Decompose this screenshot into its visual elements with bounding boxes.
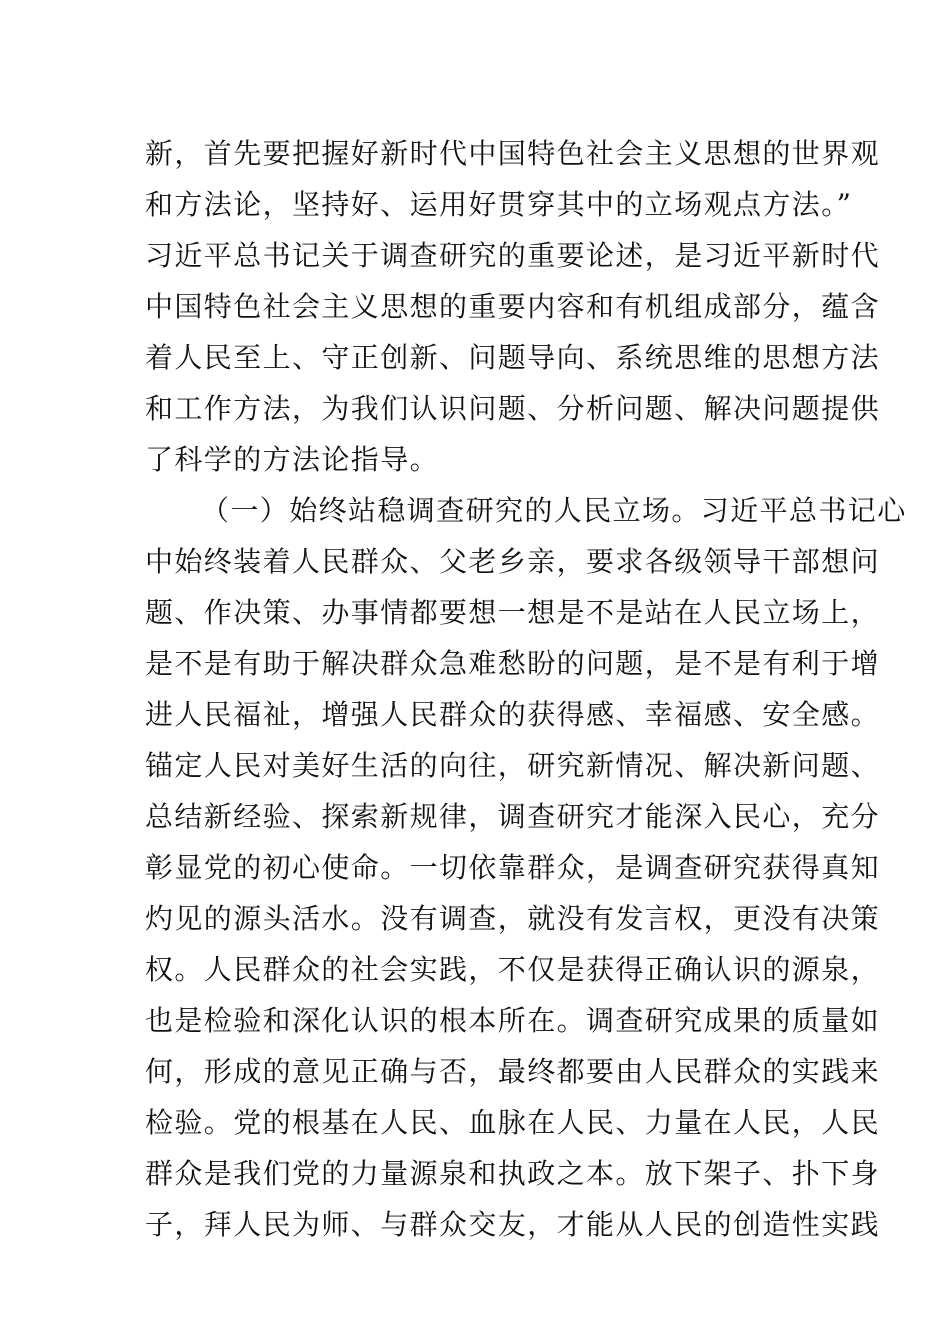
text-line: 总结新经验、探索新规律，调查研究才能深入民心，充分 (145, 800, 881, 833)
text-line: 权。人民群众的社会实践，不仅是获得正确认识的源泉， (145, 953, 881, 986)
text-line: 着人民至上、守正创新、问题导向、系统思维的思想方法 (145, 341, 881, 374)
section-heading-line: （一）始终站稳调查研究的人民立场。习近平总书记心 (201, 494, 907, 527)
text-line: 检验。党的根基在人民、血脉在人民、力量在人民，人民 (145, 1106, 881, 1139)
text-line: 锚定人民对美好生活的向往，研究新情况、解决新问题、 (145, 749, 881, 782)
text-line: 中国特色社会主义思想的重要内容和有机组成部分，蕴含 (145, 290, 881, 323)
text-line: 子，拜人民为师、与群众交友，才能从人民的创造性实践 (145, 1208, 881, 1241)
text-line: 和方法论，坚持好、运用好贯穿其中的立场观点方法。” (145, 188, 853, 221)
text-line: 了科学的方法论指导。 (145, 443, 440, 476)
text-line: 彰显党的初心使命。一切依靠群众，是调查研究获得真知 (145, 851, 881, 884)
text-line: 也是检验和深化认识的根本所在。调查研究成果的质量如 (145, 1004, 881, 1037)
text-line: 题、作决策、办事情都要想一想是不是站在人民立场上， (145, 596, 881, 629)
text-line: 何，形成的意见正确与否，最终都要由人民群众的实践来 (145, 1055, 881, 1088)
text-line: 群众是我们党的力量源泉和执政之本。放下架子、扑下身 (145, 1157, 881, 1190)
text-line: 中始终装着人民群众、父老乡亲，要求各级领导干部想问 (145, 545, 881, 578)
text-line: 习近平总书记关于调查研究的重要论述，是习近平新时代 (145, 239, 881, 272)
text-line: 进人民福祉，增强人民群众的获得感、幸福感、安全感。 (145, 698, 881, 731)
text-line: 是不是有助于解决群众急难愁盼的问题，是不是有利于增 (145, 647, 881, 680)
text-line: 灼见的源头活水。没有调查，就没有发言权，更没有决策 (145, 902, 881, 935)
body-text (145, 128, 907, 1250)
text-line: 新，首先要把握好新时代中国特色社会主义思想的世界观 (145, 137, 881, 170)
text-line: 和工作方法，为我们认识问题、分析问题、解决问题提供 (145, 392, 881, 425)
